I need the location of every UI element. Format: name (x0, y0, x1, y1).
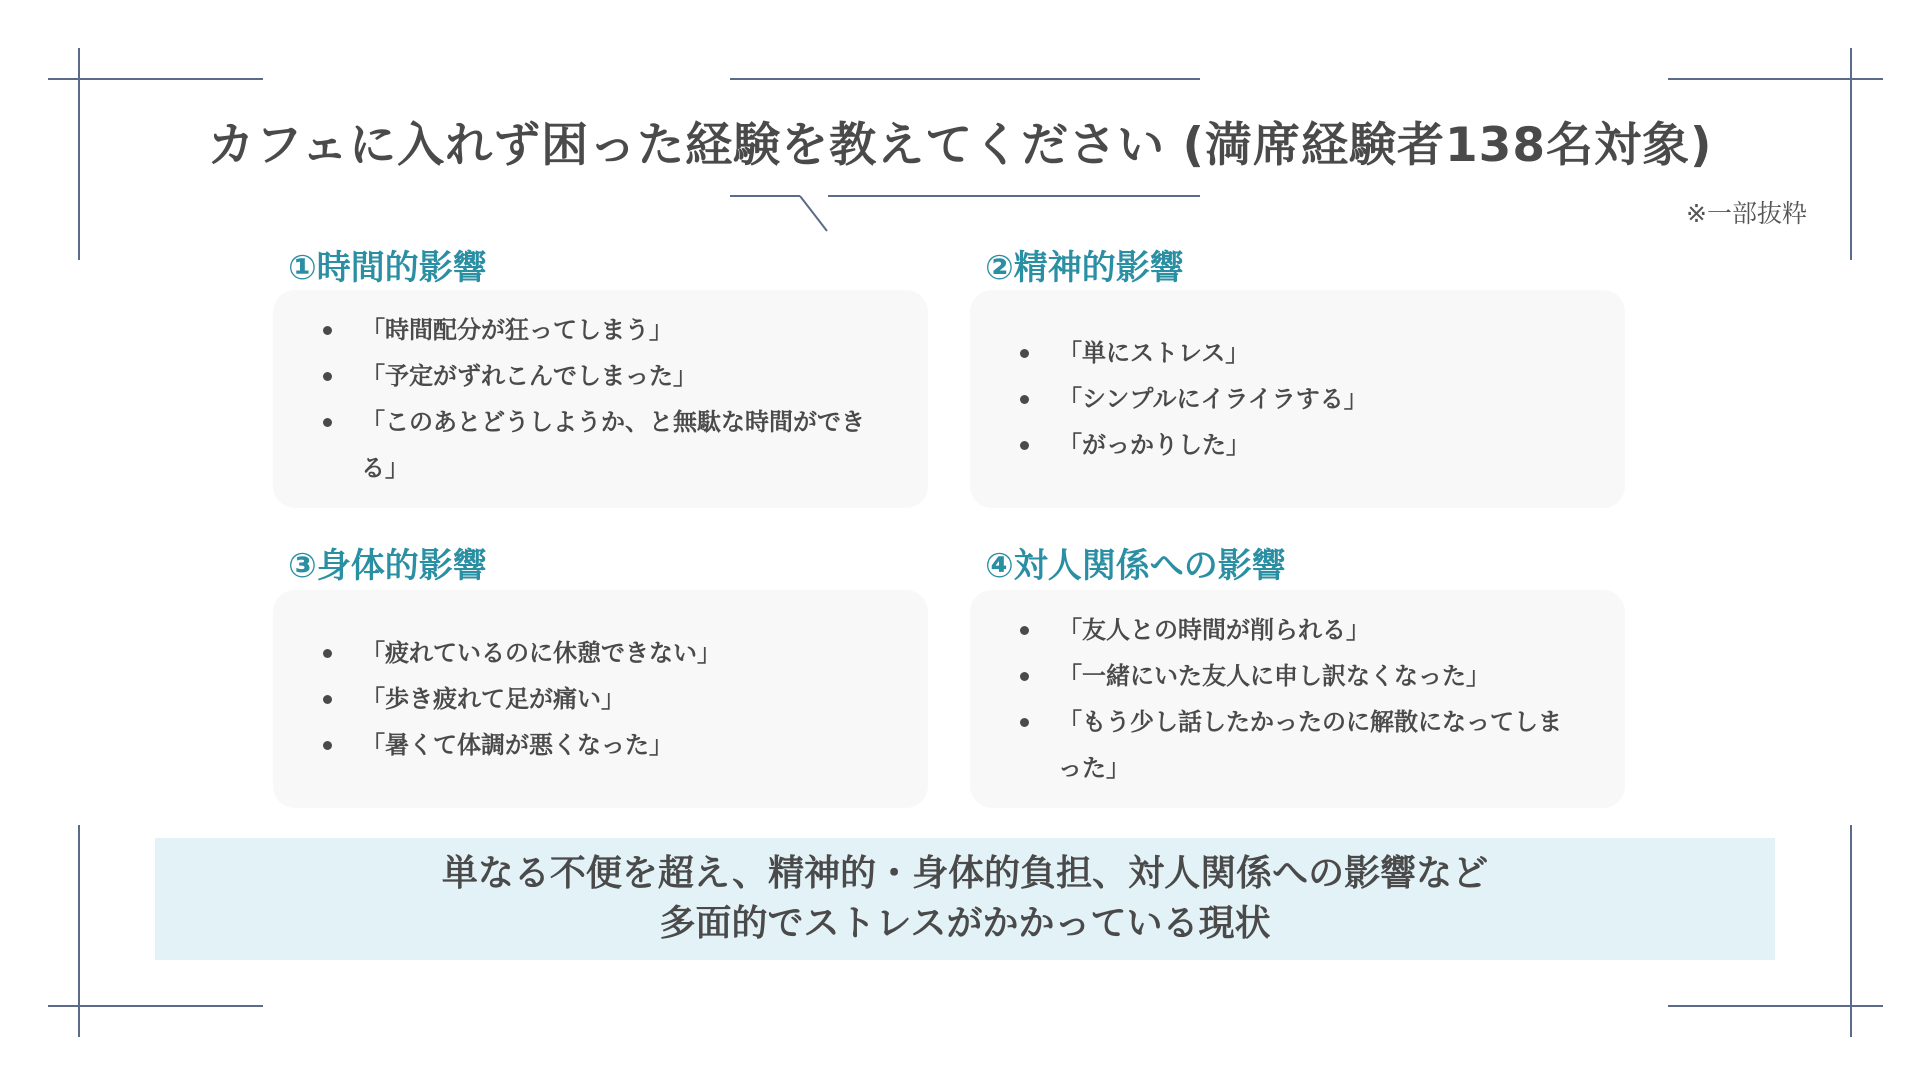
list-item: 「友人との時間が削られる」 (1020, 607, 1585, 653)
list-item: 「シンプルにイライラする」 (1020, 376, 1585, 422)
section-title-physical: ③身体的影響 (288, 546, 487, 586)
excerpt-note: ※一部抜粋 (1686, 199, 1807, 228)
list-item: 「単にストレス」 (1020, 330, 1585, 376)
card-time-impact (273, 290, 928, 508)
title-line-top (730, 78, 1200, 80)
frame-line-top-left-h (48, 78, 263, 80)
title-line-bottom-right (828, 195, 1200, 197)
list-item: 「一緒にいた友人に申し訳なくなった」 (1020, 653, 1585, 699)
section-title-mental: ②精神的影響 (985, 248, 1184, 288)
list-item: 「歩き疲れて足が痛い」 (323, 676, 888, 722)
list-item: 「もう少し話したかったのに解散になってしまった」 (1020, 699, 1585, 791)
summary-line-2: 多面的でストレスがかかっている現状 (659, 903, 1271, 944)
frame-line-bottom-left-v (78, 825, 80, 1037)
quote-list (1020, 607, 1585, 791)
page-title: カフェに入れず困った経験を教えてください (満席経験者138名対象) (207, 118, 1713, 173)
list-item: 「がっかりした」 (1020, 422, 1585, 468)
section-title-relationships: ④対人関係への影響 (985, 546, 1286, 586)
card-physical-impact (273, 590, 928, 808)
section-title-time: ①時間的影響 (288, 248, 487, 288)
frame-line-bottom-right-v (1850, 825, 1852, 1037)
card-mental-impact (970, 290, 1625, 508)
list-item: 「疲れているのに休憩できない」 (323, 630, 888, 676)
card-relationship-impact (970, 590, 1625, 808)
speech-pointer-icon (720, 185, 830, 235)
list-item: 「予定がずれこんでしまった」 (323, 353, 888, 399)
list-item: 「暑くて体調が悪くなった」 (323, 722, 888, 768)
summary-line-1: 単なる不便を超え、精神的・身体的負担、対人関係への影響など (441, 853, 1489, 894)
frame-line-bottom-left-h (48, 1005, 263, 1007)
quote-list (1020, 330, 1585, 468)
quote-list (323, 307, 888, 491)
summary-box (155, 838, 1775, 960)
list-item: 「時間配分が狂ってしまう」 (323, 307, 888, 353)
list-item: 「このあとどうしようか、と無駄な時間ができる」 (323, 399, 888, 491)
quote-list (323, 630, 888, 768)
